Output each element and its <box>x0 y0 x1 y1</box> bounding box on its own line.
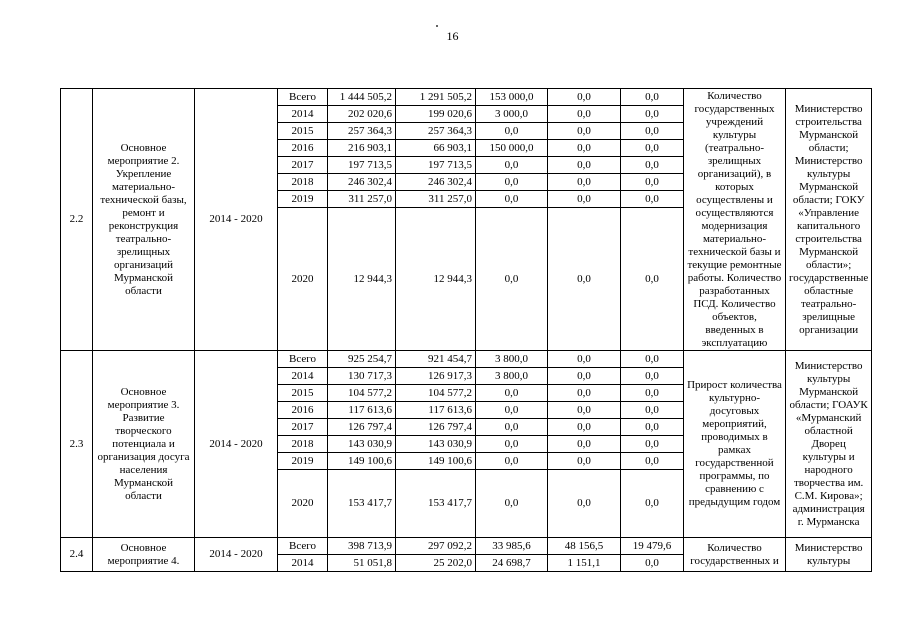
amount-cell: 0,0 <box>548 453 621 470</box>
amount-cell: 246 302,4 <box>328 174 396 191</box>
amount-cell: 0,0 <box>621 208 684 351</box>
scan-dot <box>436 25 438 27</box>
amount-cell: 126 917,3 <box>396 368 476 385</box>
amount-cell: 149 100,6 <box>396 453 476 470</box>
amount-cell: 0,0 <box>548 89 621 106</box>
amount-cell: 0,0 <box>621 470 684 538</box>
activity-number-cell: 2.4 <box>61 538 93 572</box>
amount-cell: 0,0 <box>621 157 684 174</box>
amount-cell: 153 417,7 <box>396 470 476 538</box>
year-cell: 2017 <box>278 419 328 436</box>
year-cell: 2016 <box>278 140 328 157</box>
amount-cell: 0,0 <box>621 106 684 123</box>
year-cell: 2014 <box>278 106 328 123</box>
amount-cell: 311 257,0 <box>396 191 476 208</box>
table-body <box>61 89 872 572</box>
year-cell: 2015 <box>278 123 328 140</box>
amount-cell: 1 444 505,2 <box>328 89 396 106</box>
year-cell: 2018 <box>278 174 328 191</box>
amount-cell: 25 202,0 <box>396 555 476 572</box>
amount-cell: 19 479,6 <box>621 538 684 555</box>
year-cell: Всего <box>278 89 328 106</box>
amount-cell: 311 257,0 <box>328 191 396 208</box>
amount-cell: 3 800,0 <box>476 368 548 385</box>
year-cell: 2016 <box>278 402 328 419</box>
year-cell: 2014 <box>278 555 328 572</box>
amount-cell: 0,0 <box>621 191 684 208</box>
amount-cell: 0,0 <box>548 470 621 538</box>
amount-cell: 0,0 <box>476 453 548 470</box>
amount-cell: 0,0 <box>621 123 684 140</box>
amount-cell: 1 151,1 <box>548 555 621 572</box>
year-cell: Всего <box>278 351 328 368</box>
amount-cell: 0,0 <box>621 419 684 436</box>
amount-cell: 0,0 <box>476 174 548 191</box>
activity-period-cell: 2014 - 2020 <box>195 89 278 351</box>
activity-name-cell: Основное мероприятие 2. Укрепление материально-технической базы, ремонт и реконструкция театрально-зрелищных организаций Мурманской области <box>93 89 195 351</box>
amount-cell: 130 717,3 <box>328 368 396 385</box>
amount-cell: 0,0 <box>548 419 621 436</box>
indicator-cell: Количество государственных учреждений культуры (театрально-зрелищных организаций), в которых осуществлены и осуществляются модернизация материально-технической базы и текущие ремонтные работы. Количество разработанных ПСД. Количество объектов, введенных в эксплуатацию <box>684 89 786 351</box>
year-cell: 2019 <box>278 453 328 470</box>
amount-cell: 150 000,0 <box>476 140 548 157</box>
amount-cell: 0,0 <box>621 555 684 572</box>
amount-cell: 0,0 <box>476 402 548 419</box>
amount-cell: 66 903,1 <box>396 140 476 157</box>
amount-cell: 3 000,0 <box>476 106 548 123</box>
amount-cell: 398 713,9 <box>328 538 396 555</box>
amount-cell: 0,0 <box>476 385 548 402</box>
amount-cell: 24 698,7 <box>476 555 548 572</box>
amount-cell: 0,0 <box>548 157 621 174</box>
amount-cell: 925 254,7 <box>328 351 396 368</box>
activity-number-cell: 2.3 <box>61 351 93 538</box>
amount-cell: 0,0 <box>548 351 621 368</box>
amount-cell: 104 577,2 <box>328 385 396 402</box>
amount-cell: 126 797,4 <box>328 419 396 436</box>
indicator-cell: Количество государственных и <box>684 538 786 572</box>
amount-cell: 0,0 <box>476 470 548 538</box>
amount-cell: 921 454,7 <box>396 351 476 368</box>
year-cell: 2014 <box>278 368 328 385</box>
amount-cell: 117 613,6 <box>328 402 396 419</box>
amount-cell: 0,0 <box>548 208 621 351</box>
year-cell: Всего <box>278 538 328 555</box>
amount-cell: 197 713,5 <box>396 157 476 174</box>
amount-cell: 143 030,9 <box>396 436 476 453</box>
activity-period-cell: 2014 - 2020 <box>195 538 278 572</box>
amount-cell: 0,0 <box>548 402 621 419</box>
amount-cell: 246 302,4 <box>396 174 476 191</box>
program-activities-table <box>60 88 872 572</box>
amount-cell: 104 577,2 <box>396 385 476 402</box>
amount-cell: 0,0 <box>476 419 548 436</box>
amount-cell: 143 030,9 <box>328 436 396 453</box>
table-row <box>61 351 872 368</box>
page-number: 16 <box>446 29 459 43</box>
amount-cell: 0,0 <box>621 140 684 157</box>
amount-cell: 0,0 <box>476 191 548 208</box>
amount-cell: 48 156,5 <box>548 538 621 555</box>
amount-cell: 3 800,0 <box>476 351 548 368</box>
amount-cell: 0,0 <box>548 106 621 123</box>
amount-cell: 0,0 <box>476 436 548 453</box>
amount-cell: 197 713,5 <box>328 157 396 174</box>
amount-cell: 297 092,2 <box>396 538 476 555</box>
amount-cell: 0,0 <box>476 157 548 174</box>
amount-cell: 0,0 <box>548 368 621 385</box>
amount-cell: 216 903,1 <box>328 140 396 157</box>
year-cell: 2020 <box>278 470 328 538</box>
amount-cell: 202 020,6 <box>328 106 396 123</box>
amount-cell: 257 364,3 <box>396 123 476 140</box>
year-cell: 2017 <box>278 157 328 174</box>
table-row <box>61 89 872 106</box>
year-cell: 2015 <box>278 385 328 402</box>
amount-cell: 0,0 <box>621 385 684 402</box>
activity-period-cell: 2014 - 2020 <box>195 351 278 538</box>
indicator-cell: Прирост количества культурно-досуговых мероприятий, проводимых в рамках государственной программы, по сравнению с предыдущим годом <box>684 351 786 538</box>
amount-cell: 0,0 <box>621 89 684 106</box>
amount-cell: 149 100,6 <box>328 453 396 470</box>
amount-cell: 12 944,3 <box>396 208 476 351</box>
amount-cell: 0,0 <box>621 351 684 368</box>
amount-cell: 0,0 <box>476 123 548 140</box>
executor-cell: Министерство культуры <box>786 538 872 572</box>
activity-name-cell: Основное мероприятие 3. Развитие творческого потенциала и организация досуга населения Мурманской области <box>93 351 195 538</box>
year-cell: 2018 <box>278 436 328 453</box>
amount-cell: 0,0 <box>548 140 621 157</box>
amount-cell: 126 797,4 <box>396 419 476 436</box>
year-cell: 2019 <box>278 191 328 208</box>
table-row <box>61 538 872 555</box>
amount-cell: 0,0 <box>548 174 621 191</box>
amount-cell: 153 000,0 <box>476 89 548 106</box>
amount-cell: 0,0 <box>548 191 621 208</box>
amount-cell: 0,0 <box>621 436 684 453</box>
executor-cell: Министерство культуры Мурманской области; ГОАУК «Мурманский областной Дворец культуры и народного творчества им. С.М. Кирова»; администрация г. Мурманска <box>786 351 872 538</box>
amount-cell: 0,0 <box>621 368 684 385</box>
amount-cell: 51 051,8 <box>328 555 396 572</box>
amount-cell: 199 020,6 <box>396 106 476 123</box>
amount-cell: 0,0 <box>621 453 684 470</box>
amount-cell: 0,0 <box>621 402 684 419</box>
amount-cell: 33 985,6 <box>476 538 548 555</box>
amount-cell: 117 613,6 <box>396 402 476 419</box>
amount-cell: 0,0 <box>476 208 548 351</box>
amount-cell: 12 944,3 <box>328 208 396 351</box>
year-cell: 2020 <box>278 208 328 351</box>
executor-cell: Министерство строительства Мурманской области; Министерство культуры Мурманской области; ГОКУ «Управление капитального строительства Мурманской области»; государственные областные театрально-зрелищные организации <box>786 89 872 351</box>
activity-name-cell: Основное мероприятие 4. <box>93 538 195 572</box>
activity-number-cell: 2.2 <box>61 89 93 351</box>
amount-cell: 153 417,7 <box>328 470 396 538</box>
amount-cell: 0,0 <box>548 436 621 453</box>
amount-cell: 0,0 <box>621 174 684 191</box>
amount-cell: 257 364,3 <box>328 123 396 140</box>
amount-cell: 1 291 505,2 <box>396 89 476 106</box>
amount-cell: 0,0 <box>548 385 621 402</box>
amount-cell: 0,0 <box>548 123 621 140</box>
